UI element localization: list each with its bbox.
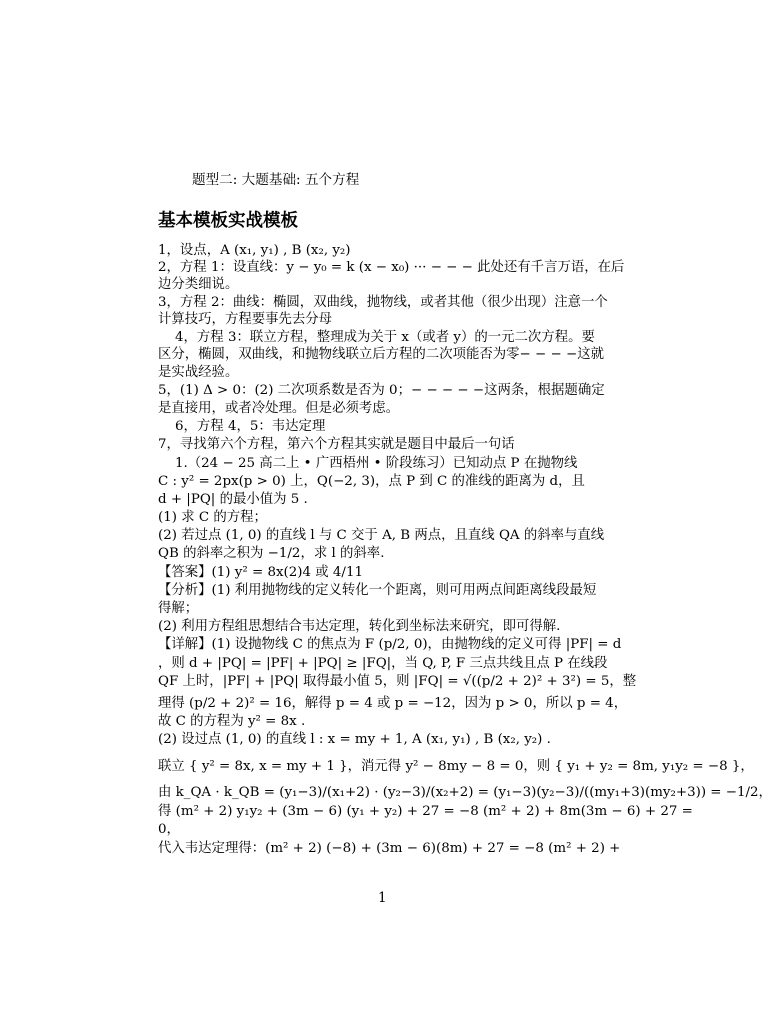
text-line: 3，方程 2：曲线：椭圆，双曲线，抛物线，或者其他（很少出现）注意一个: [158, 295, 608, 310]
text-line: 得解；: [158, 601, 199, 616]
text-line: 0，: [158, 822, 180, 837]
text-line: (2) 设过点 (1, 0) 的直线 l : x = my + 1, A (x₁, y₁) , B (x₂, y₂) .: [158, 732, 551, 747]
text-line: C : y² = 2px(p > 0) 上，Q(−2, 3)，点 P 到 C 的准线的距离为 d，且: [158, 474, 585, 489]
text-line: 1，设点，A (x₁, y₁) , B (x₂, y₂): [158, 243, 351, 258]
page-heading: 基本模板实战模板: [158, 211, 298, 231]
text-line: (2) 若过点 (1, 0) 的直线 l 与 C 交于 A, B 两点，且直线 QA 的斜率与直线: [158, 528, 605, 543]
text-line: 6，方程 4，5：韦达定理: [175, 419, 326, 434]
text-line: (2) 利用方程组思想结合韦达定理，转化到坐标法来研究，即可得解.: [158, 619, 561, 634]
text-line: (1) 求 C 的方程；: [158, 510, 267, 525]
text-line: 7，寻找第六个方程，第六个方程其实就是题目中最后一句话: [158, 437, 515, 452]
text-line: 1.（24 − 25 高二上 • 广西梧州 • 阶段练习）已知动点 P 在抛物线: [175, 456, 578, 471]
text-line: 得 (m² + 2) y₁y₂ + (3m − 6) (y₁ + y₂) + 27 = −8 (m² + 2) + 8m(3m − 6) + 27 =: [158, 804, 693, 819]
page-number: 1: [378, 890, 387, 906]
text-line: 理得 (p/2 + 2)² = 16，解得 p = 4 或 p = −12，因为 p > 0，所以 p = 4，: [158, 696, 628, 711]
text-line: 【分析】(1) 利用抛物线的定义转化一个距离，则可用两点间距离线段最短: [158, 583, 597, 598]
text-line: 4，方程 3：联立方程，整理成为关于 x（或者 y）的一元二次方程。要: [175, 330, 595, 345]
text-line: QB 的斜率之积为 −1/2，求 l 的斜率.: [158, 546, 385, 561]
text-line: 边分类细说。: [158, 277, 239, 292]
text-line: 是实战经验。: [158, 365, 239, 380]
section-title: 题型二: 大题基础: 五个方程: [192, 172, 360, 188]
text-line: 区分，椭圆，双曲线，和抛物线联立后方程的二次项能否为零− − − −这就: [158, 347, 604, 362]
text-line: 是直接用，或者冷处理。但是必须考虑。: [158, 401, 400, 416]
text-line: 联立 { y² = 8x, x = my + 1 }，消元得 y² − 8my − 8 = 0，则 { y₁ + y₂ = 8m, y₁y₂ = −8 }，: [158, 759, 754, 774]
text-line: 【详解】(1) 设抛物线 C 的焦点为 F (p/2, 0)，由抛物线的定义可得 |PF| = d: [158, 637, 622, 652]
text-line: 计算技巧，方程要事先去分母: [158, 312, 333, 327]
text-line: 5，(1) Δ > 0：(2) 二次项系数是否为 0；− − − − −这两条，根据题确定: [158, 383, 605, 398]
text-line: 2，方程 1：设直线：y − y₀ = k (x − x₀) ··· − − − 此处还有千言万语，在后: [158, 260, 625, 275]
text-line: d + |PQ| 的最小值为 5 .: [158, 492, 308, 507]
text-line: ，则 d + |PQ| = |PF| + |PQ| ≥ |FQ|，当 Q, P, F 三点共线且点 P 在线段: [158, 656, 608, 671]
text-line: QF 上时，|PF| + |PQ| 取得最小值 5，则 |FQ| = √((p/2 + 2)² + 3²) = 5，整: [158, 674, 637, 689]
text-line: 代入韦达定理得：(m² + 2) (−8) + (3m − 6)(8m) + 27 = −8 (m² + 2) +: [158, 841, 621, 856]
text-line: 故 C 的方程为 y² = 8x .: [158, 714, 306, 729]
text-line: 【答案】(1) y² = 8x(2)4 或 4/11: [158, 565, 363, 580]
text-line: 由 k_QA · k_QB = (y₁−3)/(x₁+2) · (y₂−3)/(x₂+2) = (y₁−3)(y₂−3)/((my₁+3)(my₂+3)) = −1/2，: [158, 785, 772, 800]
